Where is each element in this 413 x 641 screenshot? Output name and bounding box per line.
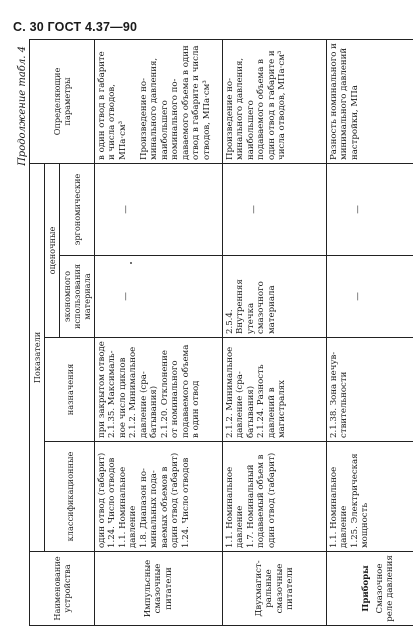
indicators-table [29,39,413,626]
table-row [95,39,223,625]
row-classification: один отвод (габарит) 1.24. Число отводов 1.1. Номинальное давление 1.8. Диапазон номинальных подаваемых объемов в один отвод (габарит) 1.24. Число отводов [95,442,223,552]
row-ergonomic [95,163,223,255]
row-classification: 1.1. Номинальное давление 1.7. Номинальный подаваемый объем в один отвод (габарит) [223,442,327,552]
header-ecology: экономного использования материала [60,256,95,338]
row-ergonomic-value: — [353,205,363,214]
row-purpose: 2.1.2. Минимальное давление (срабатывания) 2.1.24. Разность давлений в магистралях [223,338,327,442]
rotated-table-block [17,40,397,626]
row-ecology [95,256,223,338]
row-purpose: при закрытом отводе 2.1.35. Максимальное число циклов 2.1.2. Минимальное давление (срабатывания) 2.1.20. Отклонение от номинального подаваемого объема в один отвод [95,338,223,442]
row-defining: Разность номинального и минимального давлений настройки, МПа [327,39,413,163]
header-device-name: Наименование устройства [30,552,95,626]
row-ecology-value: — [121,292,131,301]
row-ecology [327,256,413,338]
row-defining: Произведение номинального давления, наибольшего подаваемого объема в один отвод в габарите и числа отводов, МПа·см³ [223,39,327,163]
row-name-text: Двухмагистральные смазочные питатели [253,560,295,617]
row-ergonomic [223,163,327,255]
print-speck [130,262,132,264]
header-classification: классификационные [45,442,95,552]
row-name-text: Смазочное реле давления [374,555,396,622]
row-purpose: 2.1.38. Зона нечувствительности [327,338,413,442]
header-defining-parameters: Определяющие параметры [30,39,95,163]
row-device-name [327,552,413,626]
table-continuation-caption: Продолжение табл. 4 [17,46,28,166]
row-name-text: Импульсные смазочные питатели [142,559,174,618]
row-ecology: 2.5.4. Внутренняя утечка смазочного материала [223,256,327,338]
table-row [327,39,413,625]
row-ergonomic [327,163,413,255]
page-header: С. 30 ГОСТ 4.37—90 [13,20,138,34]
row-ergonomic-value: — [121,205,131,214]
row-device-name [223,552,327,626]
row-ergonomic-value: — [249,205,259,214]
row-group: Приборы [361,565,372,612]
row-classification: 1.1. Номинальное давление 1.25. Электрическая мощность [327,442,413,552]
header-purpose: назначения [45,338,95,442]
row-defining: в один отвод в габарите и числа отводов, МПа·см³ Произведение номинального давления, наибольшего номинального подаваемого объема в один отвод в габарите и числа отводов, МПа·см³ [95,39,223,163]
table-row [223,39,327,625]
header-ergonomic: эргономические [60,163,95,255]
row-device-name [95,552,223,626]
header-estimation: оценочные [45,163,60,337]
header-indicators: Показатели [30,163,45,551]
row-ecology-value: — [353,292,363,301]
